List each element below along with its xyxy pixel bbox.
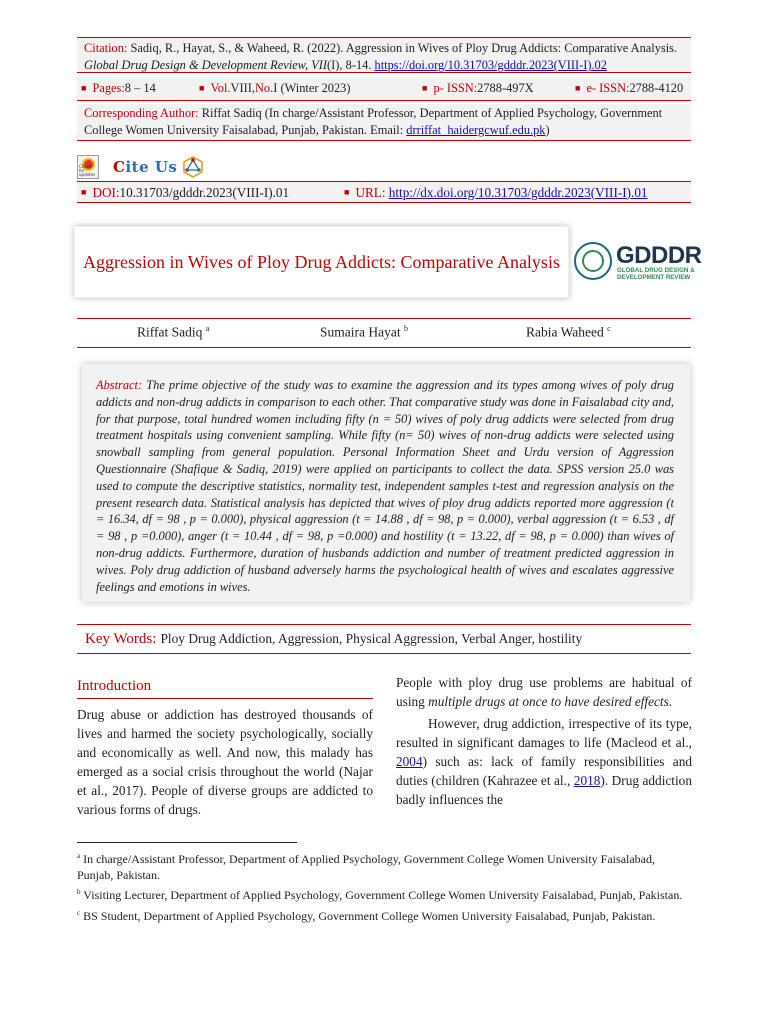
doi-row: [77, 181, 691, 203]
citation-issue: (I), 8-14.: [327, 58, 375, 72]
divider: [77, 318, 691, 319]
bullet-icon: ■: [81, 186, 87, 197]
citation-year-link[interactable]: 2018: [573, 773, 601, 788]
corresponding-text: Riffat Sadiq (In charge/Assistant Professor, Department of Applied Psychology, Government College Women University Faisalabad, Punjab, Pakistan. Email:: [84, 106, 663, 137]
footnotes: [77, 849, 691, 926]
footnote-b: $^b$ Visiting Lecturer, Department of Applied Psychology, Government College Women University Faisalabad, Punjab, Pakistan.: [77, 888, 683, 903]
bullet-icon: ■: [81, 83, 87, 93]
cite-us-button[interactable]: Cite Us: [113, 158, 178, 176]
citation-label: Citation:: [84, 41, 128, 55]
keywords-label: Key Words:: [85, 630, 157, 647]
cite-network-icon: [181, 155, 205, 179]
footnote-a: $^a$ In charge/Assistant Professor, Department of Applied Psychology, Government College Women University Faisalabad, Punjab, Pakistan.: [77, 852, 656, 882]
right-paragraph-2: However, drug addiction, irrespective of its type, resulted in significant damages to life (Macleod et al., 2004) such as: lack of family responsibilities and duties (children (Kahrazee et al., 2018). Drug addiction badly influences the: [396, 716, 692, 807]
meta-row: [77, 77, 691, 101]
bullet-icon: ■: [575, 83, 581, 93]
title-box: [74, 226, 569, 298]
footnote-c: $^c$ BS Student, Department of Applied Psychology, Government College Women University Faisalabad, Punjab, Pakistan.: [77, 908, 656, 923]
volume-info: ■ Vol. VIII, No. I (Winter 2023): [199, 81, 351, 95]
check-for-updates-icon[interactable]: Check for updates: [77, 155, 99, 179]
keywords-text: Ploy Drug Addiction, Aggression, Physical Aggression, Verbal Anger, hostility: [160, 631, 583, 646]
corresponding-author-box: Corresponding Author: Riffat Sadiq (In charge/Assistant Professor, Department of Applied Psychology, Government College Women University Faisalabad, Punjab, Pakistan. Email: drriffat_haidergcwuf.edu.pk): [77, 104, 691, 141]
corresponding-email-link[interactable]: drriffat_haidergcwuf.edu.pk: [406, 123, 546, 137]
citation-year-link[interactable]: 2004: [396, 754, 423, 769]
journal-logo: GDDDR GLOBAL DRUG DESIGN & DEVELOPMENT REVIEW: [572, 236, 702, 292]
keywords-row: [77, 624, 691, 654]
abstract-text: The prime objective of the study was to examine the aggression and its types among wives of poly drug addicts and non-drug addicts in comparison to each other. That comparative study was done in Faisalabad city and, for that purpose, total hundred women including fifty (n = 50) wives of poly drug addicts were selected from drug treatment hospitals using convenient sampling. While fifty (n= 50) wives of non-drug addicts were selected using snowball sampling from general population. Personal Information Sheet and Urdu version of Aggression Questionnaire (Shafique & Sadiq, 2019) were applied on participants to collect the data. SPSS version 25.0 was used to compute the descriptive statistics, normality test, independent samples t-test and regression analysis on the present research data. Statistical analysis has depicted that wives of ploy drug addicts reported more aggression (t = 16.34, df = 98 , p = 0.000), physical aggression (t = 14.88 , df = 98, p = 0.000), verbal aggression (t = 6.53 , df = 98 , p =0.000), anger (t = 10.44 , df = 98, p =0.000) and hostility (t = 13.22, df = 98, p = 0.000) than wives of non-drug addicts. Furthermore, duration of husbands addiction and number of treatment predicted aggression in wives. Poly drug addiction of husband adversely harms the psychological health of wives and escalates aggressive feelings and emotions in wives.: [96, 378, 674, 594]
pissn-info: ■ p- ISSN: 2788-497X: [422, 81, 534, 95]
right-paragraph-1: People with ploy drug use problems are habitual of using multiple drugs at once to have desired effects.: [396, 675, 692, 709]
doi-info: ■ DOI: 10.31703/gdddr.2023(VIII-I).01: [81, 184, 290, 200]
abstract-box: [82, 364, 690, 602]
footnote-divider: [77, 842, 297, 843]
right-column: [396, 673, 692, 809]
abstract-label: Abstract:: [96, 378, 143, 392]
left-column: [77, 677, 373, 819]
pages-info: ■ Pages: 8 – 14: [81, 81, 156, 95]
bullet-icon: ■: [344, 186, 350, 197]
section-heading-introduction: Introduction: [77, 677, 373, 699]
corresponding-label: Corresponding Author:: [84, 106, 199, 120]
cite-us-row: [77, 153, 205, 181]
divider: [77, 347, 691, 348]
citation-journal: Global Drug Design & Development Review, VII: [84, 58, 328, 72]
url-info: ■ URL: http://dx.doi.org/10.31703/gdddr.2023(VIII-I).01: [344, 184, 648, 200]
author-2: Sumaira Hayat $^b$: [320, 324, 408, 340]
citation-box: [77, 37, 691, 73]
citation-text: Sadiq, R., Hayat, S., & Waheed, R. (2022). Aggression in Wives of Ploy Drug Addicts: Comparative Analysis.: [127, 41, 678, 55]
author-3: Rabia Waheed $^c$: [526, 324, 611, 340]
bullet-icon: ■: [199, 83, 205, 93]
author-list: [77, 322, 691, 344]
doi-url-link[interactable]: http://dx.doi.org/10.31703/gdddr.2023(VIII-I).01: [388, 184, 648, 200]
bullet-icon: ■: [422, 83, 428, 93]
eissn-info: ■ e- ISSN: 2788-4120: [575, 81, 684, 95]
logo-emblem-icon: [574, 242, 612, 280]
intro-paragraph: Drug abuse or addiction has destroyed thousands of lives and harmed the society psychologically, socially and economically as well. And now, this malady has emerged as a social crisis throughout the world (Najar et al., 2017). People of diverse groups are addicted to various forms of drugs.: [77, 707, 373, 817]
author-1: Riffat Sadiq $^a$: [137, 324, 210, 340]
citation-link[interactable]: https://doi.org/10.31703/gdddr.2023(VIII-I).02: [374, 58, 607, 72]
page-title: Aggression in Wives of Ploy Drug Addicts: Comparative Analysis: [83, 251, 560, 272]
